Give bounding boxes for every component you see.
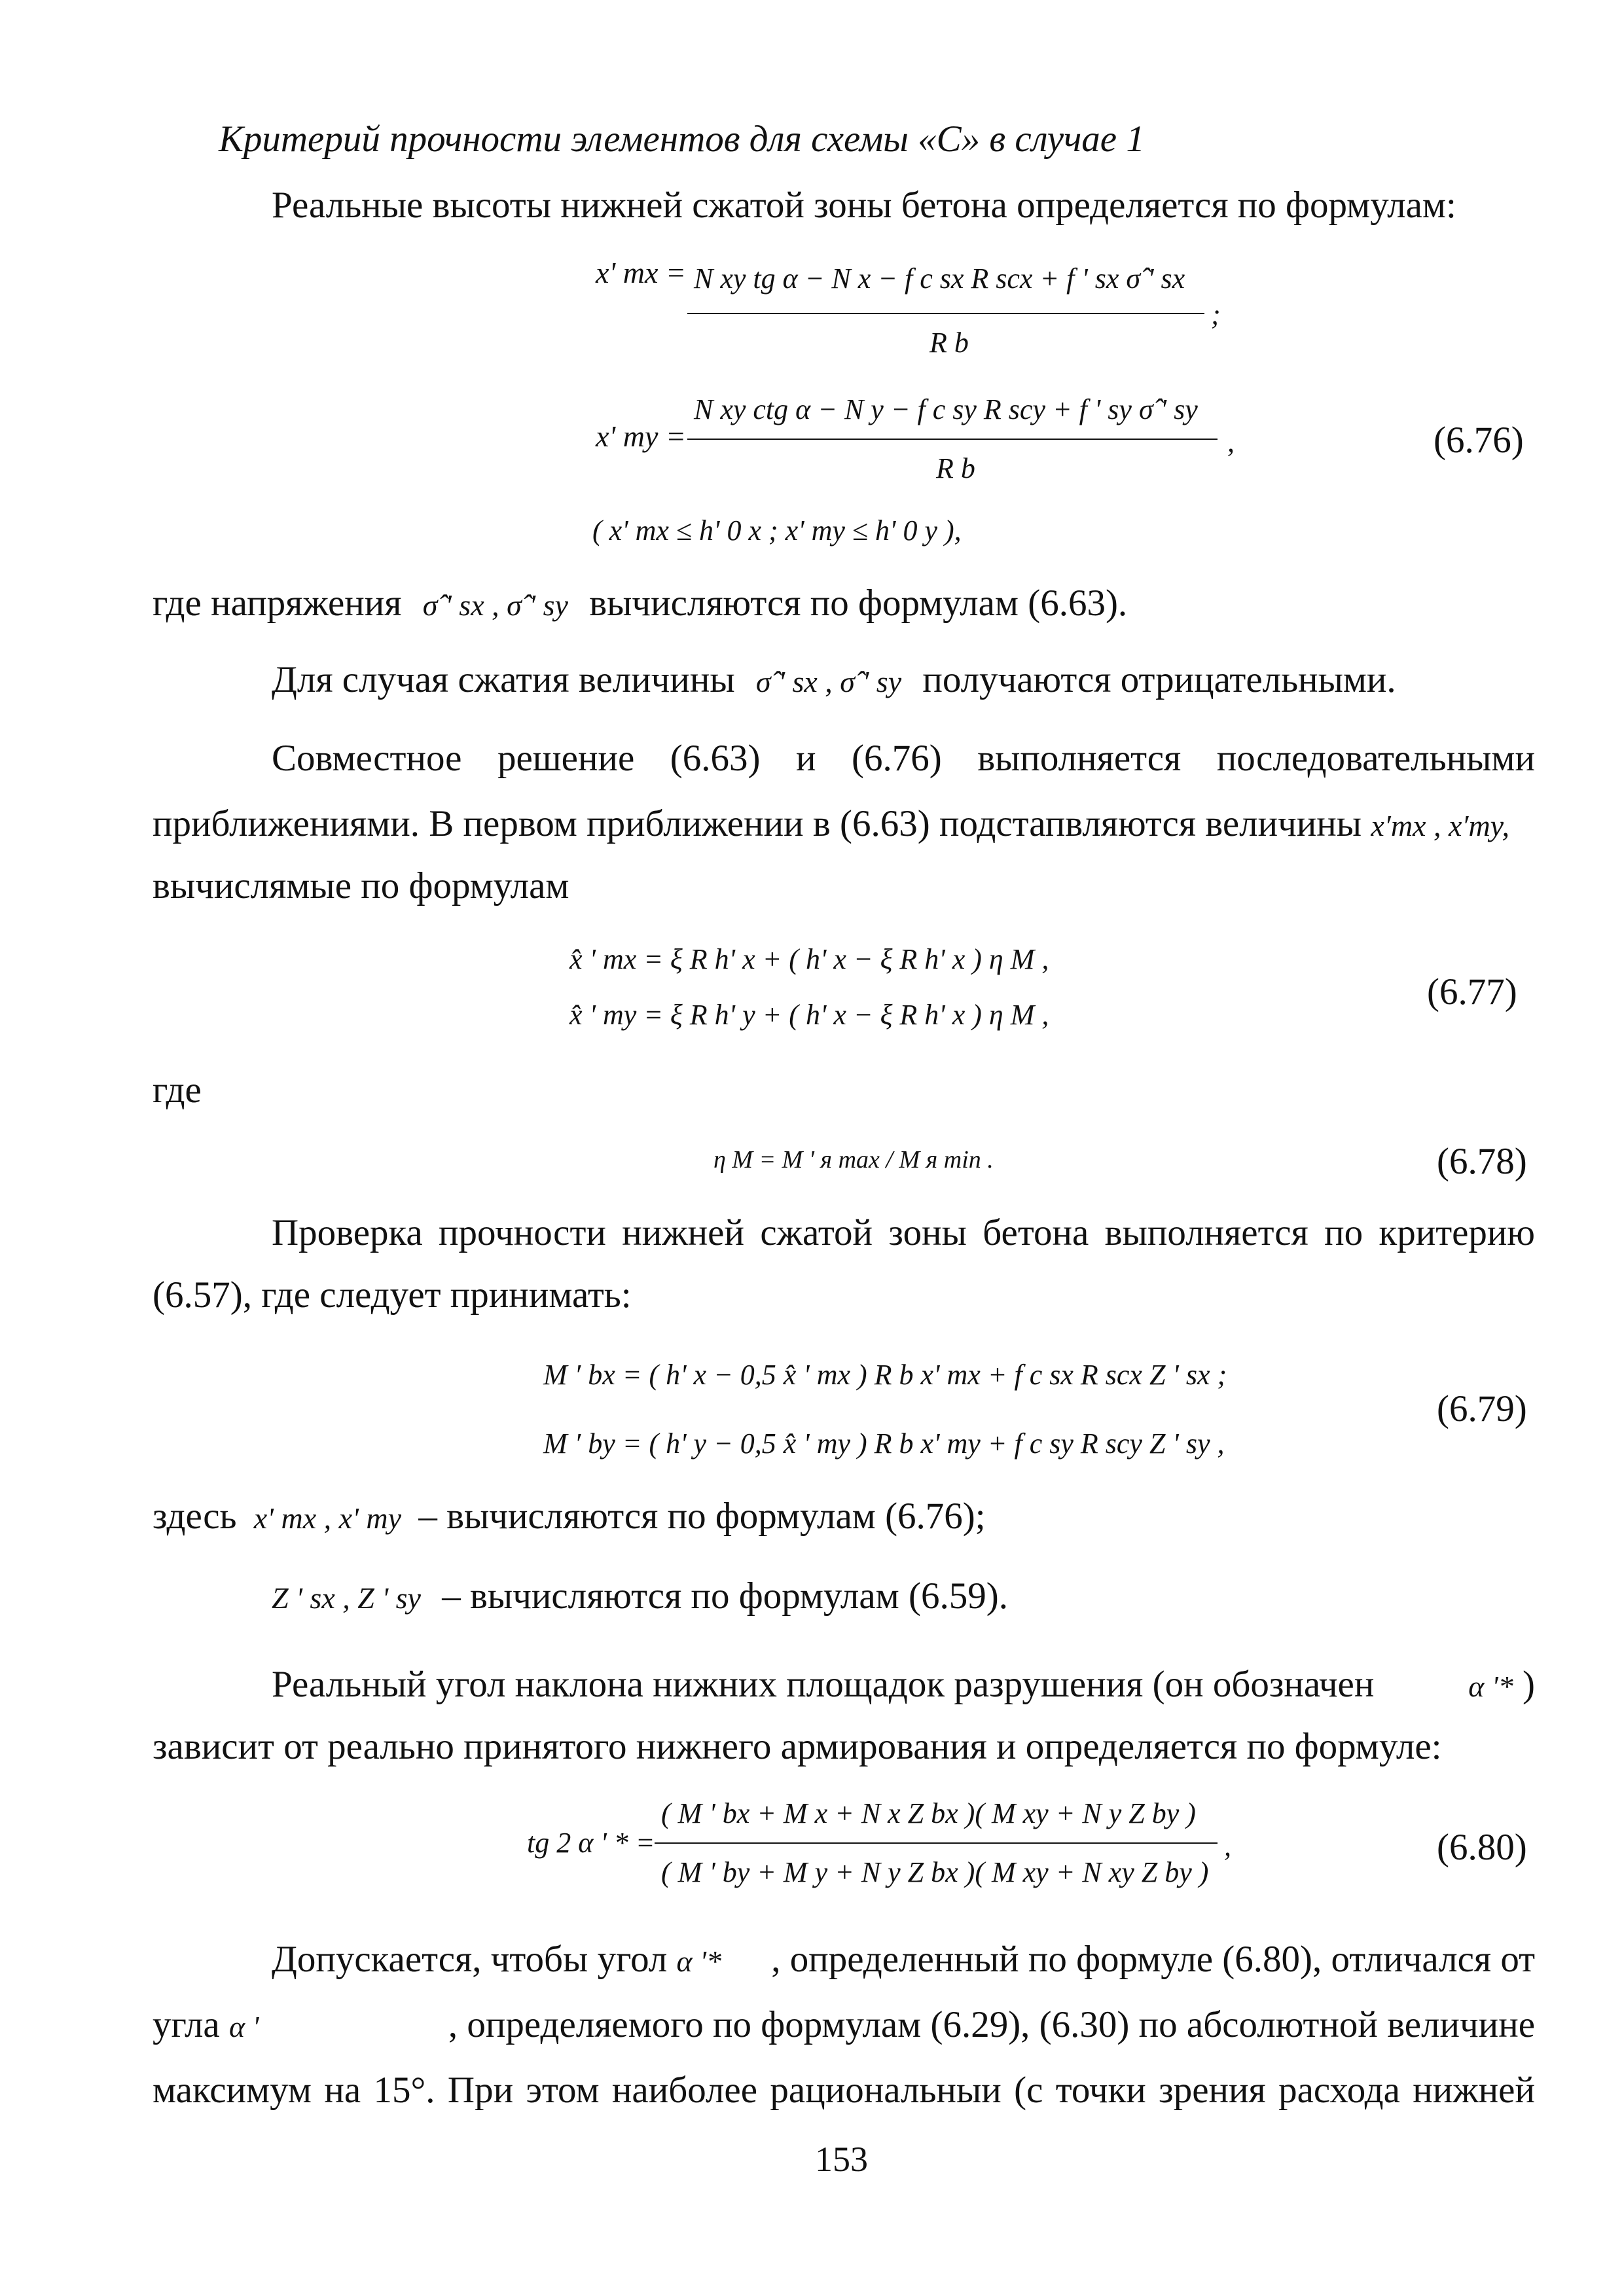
eq676-row2-fraction-bar <box>687 439 1218 440</box>
eq676-row2-end: , <box>1227 426 1235 458</box>
eq677-row-1: x̂ ' тx = ξ R h' x + ( h' x − ξ R h' x ) η M , <box>569 943 1049 975</box>
here-label: здесь <box>153 1496 237 1537</box>
p2-text-before: где напряжения <box>153 583 402 624</box>
eq676-row1-denominator: R b <box>929 327 969 359</box>
p7-line2-text: угла <box>153 2004 220 2045</box>
p2-sigma-symbols: σ̂ ' sx , σ̂ ' sy <box>422 588 568 622</box>
eq676-row2-lhs: x' тy = <box>596 420 686 453</box>
eq676-row1-numerator: N xy tg α − N x − f c sx R scx + f ' sx σ̂ ' sx <box>694 262 1185 295</box>
eq676-row2-denominator: R b <box>936 452 975 484</box>
eq676-row2-numerator: N xy ctg α − N y − f c sy R scy + f ' sy σ̂ ' sy <box>694 393 1198 425</box>
z-line <box>272 1577 1008 1615</box>
eq680-fraction-bar <box>655 1842 1218 1844</box>
eq678-number: (6.78) <box>1437 1141 1527 1182</box>
p4-line2-text: приближениями. В первом приближении в (6.63) подстапвляются величины <box>153 803 1362 844</box>
eq676-row1-fraction-bar <box>687 313 1204 314</box>
paragraph-7-line-1 <box>272 1941 1535 1978</box>
section-heading: Критерий прочности элементов для схемы «С» в случае 1 <box>219 118 1145 160</box>
z-text: – вычисляются по формулам (6.59). <box>442 1575 1008 1617</box>
eq677-number: (6.77) <box>1427 971 1517 1013</box>
paragraph-4-line-1: Совместное решение (6.63) и (6.76) выполняется последовательными <box>272 738 1535 779</box>
eq680-end: , <box>1224 1830 1231 1862</box>
p3-text-before: Для случая сжатия величины <box>272 659 735 700</box>
paragraph-2 <box>153 584 1127 622</box>
eq680-lhs: tg 2 α ' * = <box>527 1827 655 1859</box>
eq678-expression: η M = M ' я max / M я min . <box>713 1146 994 1174</box>
paragraph-5-line-1: Проверка прочности нижней сжатой зоны бетона выполняется по критерию <box>272 1212 1535 1253</box>
p7-line2-left <box>153 2006 259 2043</box>
eq680-numerator: ( M ' bx + M x + N x Z bx )( M xy + N y Z by ) <box>661 1797 1196 1829</box>
eq677-row-2: x̂ ' тy = ξ R h' y + ( h' x − ξ R h' x ) η M , <box>569 999 1049 1031</box>
p7-line2-right: , определяемого по формулам (6.29), (6.30) по абсолютной величине <box>448 2004 1535 2045</box>
eq676-row1-lhs: x' тx = <box>596 256 686 289</box>
here-line <box>153 1498 986 1535</box>
p3-text-after: получаются отрицательными. <box>922 659 1396 700</box>
here-text: – вычисляются по формулам (6.76); <box>418 1496 986 1537</box>
p6-alpha-star: α '* <box>1468 1670 1513 1703</box>
paragraph-7-line-2 <box>153 2006 1535 2043</box>
eq679-row-2: M ′ by = ( h' y − 0,5 x̂ ' тy ) R b x' тy + f c sy R scy Z ' sy , <box>543 1427 1225 1460</box>
paragraph-4-line-2 <box>153 805 1535 842</box>
p7-alpha-star: α '* <box>676 1945 721 1978</box>
paragraph-4-line-3: вычислямые по формулам <box>153 865 569 906</box>
eq680-denominator: ( M ' by + M y + N y Z bx )( M xy + N xy Z by ) <box>661 1856 1209 1888</box>
p4-line2-symbols: x′тх , x′тy, <box>1371 809 1510 842</box>
eq679-number: (6.79) <box>1437 1388 1527 1429</box>
eq676-number: (6.76) <box>1434 420 1524 461</box>
p7-line1-left <box>272 1941 721 1978</box>
where-label: где <box>153 1069 202 1111</box>
p6-line1-text: Реальный угол наклона нижних площадок разрушения (он обозначен <box>272 1664 1375 1705</box>
p3-sigma-symbols: σ̂ ' sx , σ̂ ' sy <box>755 665 902 698</box>
paragraph-7-line-3: максимум на 15°. При этом наиболее рациональныи (с точки зрения расхода нижней <box>153 2070 1535 2111</box>
paragraph-1: Реальные высоты нижней сжатой зоны бетона определяется по формулам: <box>272 185 1456 226</box>
p7-alpha: α ' <box>228 2010 259 2043</box>
p7-line1-text: Допускается, чтобы угол <box>272 1939 668 1980</box>
eq676-condition: ( x' тx ≤ h' 0 x ; x' тy ≤ h' 0 y ), <box>592 514 962 547</box>
eq679-row-1: M ′ bx = ( h' x − 0,5 x̂ ' тx ) R b x' тx + f c sx R scx Z ' sx ; <box>543 1359 1227 1391</box>
here-symbols: x' тx , x' тy <box>253 1501 402 1535</box>
p7-line1-right: , определенный по формуле (6.80), отличался от <box>771 1939 1535 1980</box>
z-symbols: Z ' sx , Z ' sy <box>272 1581 421 1615</box>
paragraph-3 <box>272 661 1396 698</box>
paragraph-6-line-2: зависит от реально принятого нижнего армирования и определяется по формуле: <box>153 1726 1442 1767</box>
page-number: 153 <box>815 2140 868 2179</box>
eq680-number: (6.80) <box>1437 1827 1527 1868</box>
paragraph-6-line-1 <box>272 1666 1535 1703</box>
p2-text-after: вычисляются по формулам (6.63). <box>589 583 1128 624</box>
p6-line1-paren: ) <box>1523 1664 1535 1705</box>
eq676-row1-end: ; <box>1211 298 1221 331</box>
paragraph-5-line-2: (6.57), где следует принимать: <box>153 1274 632 1316</box>
p6-line1-tail <box>1468 1666 1535 1703</box>
